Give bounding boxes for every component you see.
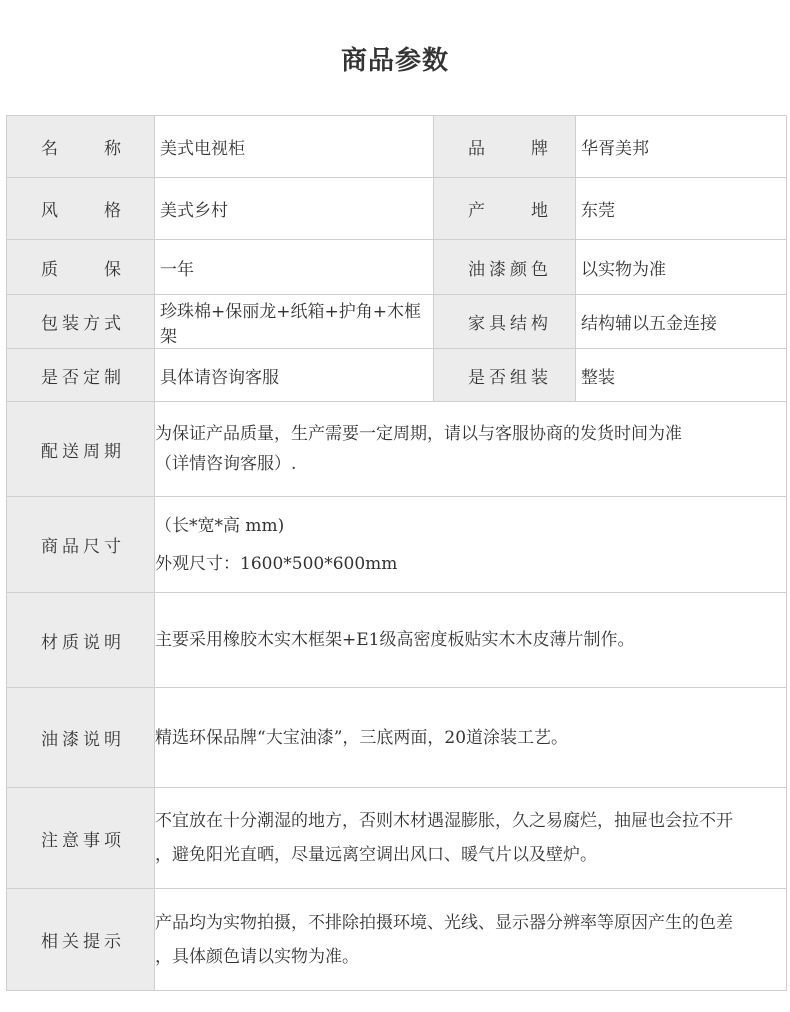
detail-value: 为保证产品质量，生产需要一定周期，请以与客服协商的发货时间为准 （详情咨询客服）. bbox=[155, 402, 787, 497]
spec-table bbox=[6, 115, 787, 991]
spec-label: 家具结构 bbox=[434, 295, 576, 349]
page-title: 商品参数 bbox=[340, 46, 449, 76]
detail-label: 相关提示 bbox=[7, 889, 155, 991]
spec-label: 包装方式 bbox=[7, 295, 155, 349]
spec-label: 产地 bbox=[434, 178, 576, 240]
detail-value: 不宜放在十分潮湿的地方，否则木材遇湿膨胀，久之易腐烂，抽屉也会拉不开 ，避免阳光直晒，尽量远离空调出风口、暖气片以及壁炉。 bbox=[155, 788, 787, 889]
detail-label: 注意事项 bbox=[7, 788, 155, 889]
spec-label: 是否组装 bbox=[434, 349, 576, 402]
spec-label: 质保 bbox=[7, 240, 155, 295]
detail-value: 产品均为实物拍摄，不排除拍摄环境、光线、显示器分辨率等原因产生的色差 ，具体颜色请以实物为准。 bbox=[155, 889, 787, 991]
detail-value: 主要采用橡胶木实木框架+E1级高密度板贴实木木皮薄片制作。 bbox=[155, 593, 787, 688]
spec-value: 华胥美邦 bbox=[576, 116, 787, 178]
table-row bbox=[7, 178, 787, 240]
spec-value: 一年 bbox=[155, 240, 434, 295]
detail-value: 精选环保品牌“大宝油漆”，三底两面，20道涂装工艺。 bbox=[155, 688, 787, 788]
spec-value: 珍珠棉+保丽龙+纸箱+护角+木框架 bbox=[155, 295, 434, 349]
table-row bbox=[7, 688, 787, 788]
table-row bbox=[7, 889, 787, 991]
table-row bbox=[7, 240, 787, 295]
spec-value: 整装 bbox=[576, 349, 787, 402]
detail-label: 配送周期 bbox=[7, 402, 155, 497]
table-row bbox=[7, 593, 787, 688]
spec-value: 结构辅以五金连接 bbox=[576, 295, 787, 349]
table-row bbox=[7, 349, 787, 402]
spec-label: 风格 bbox=[7, 178, 155, 240]
spec-value: 美式电视柜 bbox=[155, 116, 434, 178]
table-row bbox=[7, 788, 787, 889]
detail-label: 商品尺寸 bbox=[7, 497, 155, 593]
spec-value: 具体请咨询客服 bbox=[155, 349, 434, 402]
detail-label: 材质说明 bbox=[7, 593, 155, 688]
spec-label: 品牌 bbox=[434, 116, 576, 178]
spec-label: 是否定制 bbox=[7, 349, 155, 402]
table-row bbox=[7, 402, 787, 497]
table-row bbox=[7, 295, 787, 349]
spec-label: 名称 bbox=[7, 116, 155, 178]
table-row bbox=[7, 116, 787, 178]
detail-value: （长*宽*高 mm) 外观尺寸：1600*500*600mm bbox=[155, 497, 787, 593]
spec-value: 以实物为准 bbox=[576, 240, 787, 295]
spec-label: 油漆颜色 bbox=[434, 240, 576, 295]
spec-value: 东莞 bbox=[576, 178, 787, 240]
detail-label: 油漆说明 bbox=[7, 688, 155, 788]
table-row bbox=[7, 497, 787, 593]
spec-value: 美式乡村 bbox=[155, 178, 434, 240]
